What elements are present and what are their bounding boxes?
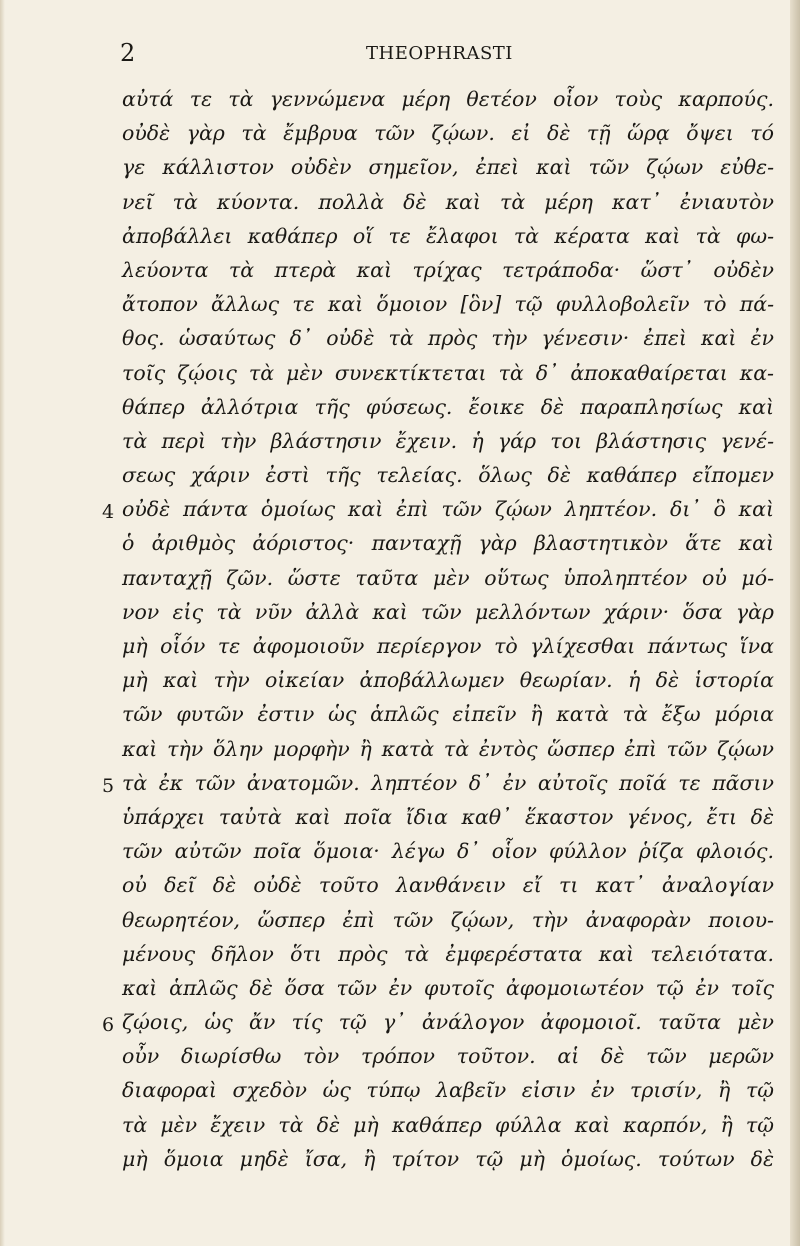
text-line: θεωρητέον, ὥσπερ ἐπὶ τῶν ζῴων, τὴν ἀναφορὰν ποιου- [122,907,774,932]
text-line: μὴ οἷόν τε ἀφομοιοῦν περίεργον τὸ γλίχεσθαι πάντως ἵνα [122,634,774,658]
section-number: 4 [102,501,115,523]
text-line: μὴ ὅμοια μηδὲ ἴσα, ἢ τρίτον τῷ μὴ ὁμοίως. τούτων δὲ [122,1146,774,1171]
text-line: καὶ τὴν ὅλην μορφὴν ἢ κατὰ τὰ ἐντὸς ὥσπερ ἐπὶ τῶν ζῴων [122,736,774,761]
text-line: αὐτά τε τὰ γεννώμενα μέρη θετέον οἷον τοὺς καρπούς. [122,87,774,111]
text-line: ἄτοπον ἄλλως τε καὶ ὅμοιον [ὃν] τῷ φυλλοβολεῖν τὸ πά- [122,292,774,317]
text-line: ὁ ἀριθμὸς ἀόριστος· πανταχῇ γὰρ βλαστητικὸν ἅτε καὶ [122,531,774,556]
text-line: καὶ ἁπλῶς δὲ ὅσα τῶν ἐν φυτοῖς ἀφομοιωτέον τῷ ἐν τοῖς [122,975,774,1000]
text-line: οὖν διωρίσθω τὸν τρόπον τοῦτον. αἱ δὲ τῶν μερῶν [122,1044,774,1069]
text-line: μένους δῆλον ὅτι πρὸς τὰ ἐμφερέστατα καὶ τελειότατα. [122,941,774,966]
section-number: 6 [102,1014,115,1036]
text-line: τὰ μὲν ἔχειν τὰ δὲ μὴ καθάπερ φύλλα καὶ καρπόν, ἢ τῷ [122,1112,774,1137]
text-line: τὰ περὶ τὴν βλάστησιν ἔχειν. ἡ γάρ τοι βλάστησις γενέ- [122,428,774,453]
text-line: τὰ ἐκ τῶν ἀνατομῶν. ληπτέον δ᾽ ἐν αὐτοῖς ποῖά τε πᾶσιν [122,770,774,795]
text-line: τοῖς ζῴοις τὰ μὲν συνεκτίκτεται τὰ δ᾽ ἀποκαθαίρεται κα- [122,360,774,385]
section-number: 5 [102,775,115,797]
text-line: θάπερ ἀλλότρια τῆς φύσεως. ἔοικε δὲ παραπλησίως καὶ [122,394,774,419]
text-line: διαφοραὶ σχεδὸν ὡς τύπῳ λαβεῖν εἰσιν ἐν τρισίν, ἢ τῷ [122,1078,774,1103]
text-line: νον εἰς τὰ νῦν ἀλλὰ καὶ τῶν μελλόντων χάριν· ὅσα γὰρ [122,599,774,624]
text-line: ζῴοις, ὡς ἄν τίς τῷ γ᾽ ἀνάλογον ἀφομοιοῖ. ταῦτα μὲν [122,1010,774,1035]
text-line: πανταχῇ ζῶν. ὥστε ταῦτα μὲν οὕτως ὑποληπτέον οὐ μό- [122,565,774,590]
text-line: τῶν φυτῶν ἐστιν ὡς ἁπλῶς εἰπεῖν ἢ κατὰ τὰ ἔξω μόρια [122,702,774,727]
text-line: οὐδὲ γὰρ τὰ ἔμβρυα τῶν ζῴων. εἰ δὲ τῇ ὥρᾳ ὄψει τό [122,121,774,146]
running-head: THEOPHRASTI [366,43,513,64]
text-line: νεῖ τὰ κύοντα. πολλὰ δὲ καὶ τὰ μέρη κατ᾽ ἐνιαυτὸν [122,189,774,214]
page-gutter-shadow [0,0,5,1246]
page-number: 2 [120,39,136,67]
text-line: τῶν αὐτῶν ποῖα ὅμοια· λέγω δ᾽ οἷον φύλλον ῥίζα φλοιός. [122,839,774,864]
text-line: λεύοντα τὰ πτερὰ καὶ τρίχας τετράποδα· ὥστ᾽ οὐδὲν [122,257,774,282]
page-header [0,38,800,68]
text-line: γε κάλλιστον οὐδὲν σημεῖον, ἐπεὶ καὶ τῶν ζῴων εὐθε- [122,155,774,180]
text-line: ὑπάρχει ταὐτὰ καὶ ποῖα ἴδια καθ᾽ ἕκαστον γένος, ἔτι δὲ [122,804,774,829]
text-line: οὐ δεῖ δὲ οὐδὲ τοῦτο λανθάνειν εἴ τι κατ᾽ ἀναλογίαν [122,873,774,898]
page-edge-shadow [790,0,800,1246]
text-line: ἀποβάλλει καθάπερ οἵ τε ἔλαφοι τὰ κέρατα καὶ τὰ φω- [122,223,774,248]
text-line: μὴ καὶ τὴν οἰκείαν ἀποβάλλωμεν θεωρίαν. ἡ δὲ ἱστορία [122,668,774,693]
text-line: θος. ὡσαύτως δ᾽ οὐδὲ τὰ πρὸς τὴν γένεσιν· ἐπεὶ καὶ ἐν [122,326,774,351]
text-line: σεως χάριν ἐστὶ τῆς τελείας. ὅλως δὲ καθάπερ εἴπομεν [122,463,774,488]
text-line: οὐδὲ πάντα ὁμοίως καὶ ἐπὶ τῶν ζῴων ληπτέον. δι᾽ ὃ καὶ [122,497,774,522]
body-text [122,82,774,1176]
